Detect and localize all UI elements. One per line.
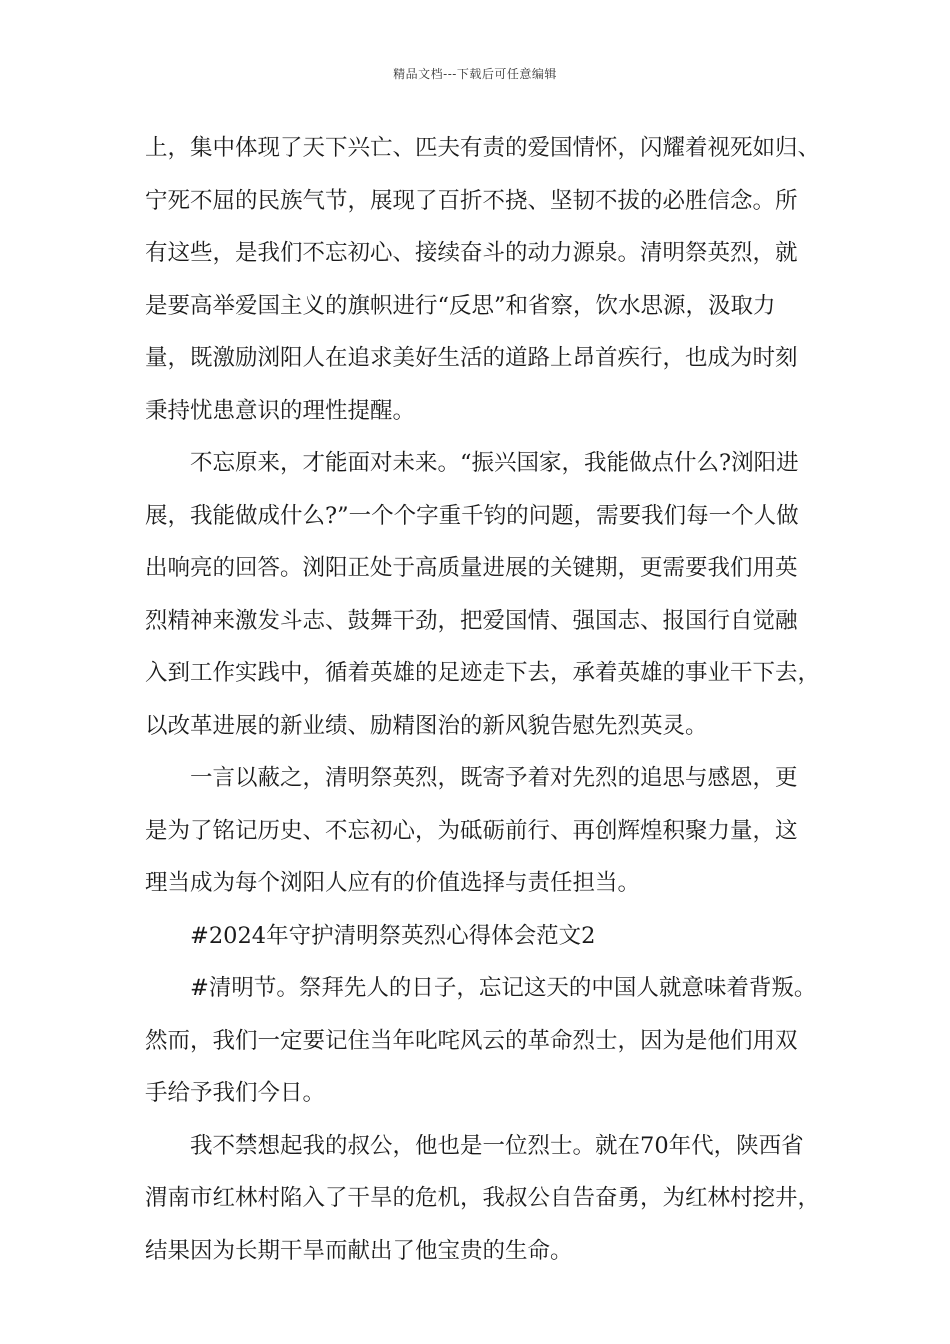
text-line: 有这些，是我们不忘初心、接续奋斗的动力源泉。清明祭英烈，就	[145, 240, 798, 266]
text-line: 手给予我们今日。	[145, 1080, 326, 1106]
text-line: 渭南市红林村陷入了干旱的危机，我叔公自告奋勇，为红林村挖井，	[145, 1185, 821, 1211]
text-line: 入到工作实践中，循着英雄的足迹走下去，承着英雄的事业干下去，	[145, 660, 821, 686]
text-line: 理当成为每个浏阳人应有的价值选择与责任担当。	[145, 870, 641, 896]
paragraph-start: 不忘原来，才能面对未来。“振兴国家，我能做点什么?浏阳进	[190, 450, 799, 476]
document-body	[145, 122, 825, 1277]
text-line: 出响亮的回答。浏阳正处于高质量进展的关键期，更需要我们用英	[145, 555, 798, 581]
text-line: 然而，我们一定要记住当年叱咤风云的革命烈士，因为是他们用双	[145, 1027, 798, 1054]
section-heading: #2024年守护清明祭英烈心得体会范文2	[190, 922, 596, 949]
paragraph-start: #清明节。祭拜先人的日子，忘记这天的中国人就意味着背叛。	[190, 975, 817, 1001]
page-header: 精品文档---下载后可任意编辑	[393, 67, 557, 81]
text-line: 是要高举爱国主义的旗帜进行“反思”和省察，饮水思源，汲取力	[145, 292, 776, 319]
text-line: 以改革进展的新业绩、励精图治的新风貌告慰先烈英灵。	[145, 712, 708, 739]
text-line: 上，集中体现了天下兴亡、匹夫有责的爱国情怀，闪耀着视死如归、	[145, 135, 821, 161]
text-line: 烈精神来激发斗志、鼓舞干劲，把爱国情、强国志、报国行自觉融	[145, 607, 798, 634]
text-line: 展，我能做成什么?”一个个字重千钧的问题，需要我们每一个人做	[145, 502, 799, 529]
text-line: 宁死不屈的民族气节，展现了百折不挠、坚韧不拔的必胜信念。所	[145, 187, 798, 214]
text-line: 是为了铭记历史、不忘初心，为砥砺前行、再创辉煌积聚力量，这	[145, 817, 798, 844]
text-line: 量，既激励浏阳人在追求美好生活的道路上昂首疾行，也成为时刻	[145, 345, 798, 371]
text-line: 结果因为长期干旱而献出了他宝贵的生命。	[145, 1237, 573, 1264]
paragraph-start: 我不禁想起我的叔公，他也是一位烈士。就在70年代，陕西省	[190, 1132, 804, 1159]
paragraph-start: 一言以蔽之，清明祭英烈，既寄予着对先烈的追思与感恩，更	[190, 765, 798, 791]
text-line: 秉持忧患意识的理性提醒。	[145, 397, 416, 424]
